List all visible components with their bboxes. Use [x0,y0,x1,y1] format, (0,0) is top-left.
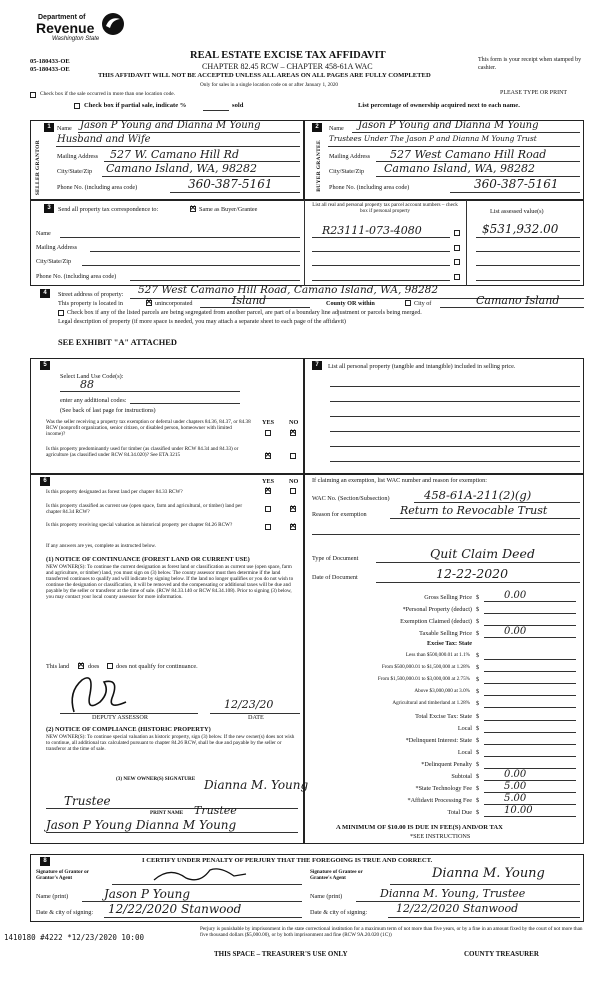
assessor-signature-scribble [64,672,144,718]
land-use-label: Select Land Use Code(s): [60,373,124,380]
personal-property-label: List all personal property (tangible and intangible) included in selling price. [328,363,516,370]
form-warning: THIS AFFIDAVIT WILL NOT BE ACCEPTED UNLESS ALL AREAS ON ALL PAGES ARE FULLY COMPLETED [98,72,431,79]
new-owner-signature-label: (3) NEW OWNER(S) SIGNATURE [116,776,196,782]
additional-codes-label: enter any additional codes: [60,397,127,404]
dollar-sign: $ [476,785,480,792]
form-title: REAL ESTATE EXCISE TAX AFFIDAVIT [190,50,386,61]
legal-description-label: Legal description of property (if more space is needed, you may attach a separate sheet to each page of the affidavit) [58,318,346,325]
bracket-row-label: Agricultural and timberland at 1.28% [392,700,470,706]
print-trustee[interactable]: Trustee [194,804,237,817]
segregated-checkbox[interactable] [58,310,64,316]
q3-yes-checkbox[interactable] [265,488,271,494]
new-owner-trustee[interactable]: Trustee [64,794,111,808]
same-as-buyer-checkbox[interactable] [190,206,196,212]
tax-row-value[interactable]: 0.00 [504,590,527,601]
dollar-sign: $ [476,749,480,756]
segregated-label: Check box if any of the listed parcels are being segregated from another parcel, are part of a boundary line adjustment or parcels being merged. [67,309,422,316]
dollar-sign: $ [476,737,480,744]
section-1-marker: 1 [44,123,54,132]
doc-date[interactable]: 12-22-2020 [436,566,509,581]
logo-state: Washington State [52,36,100,42]
assessed-value[interactable]: $531,932.00 [482,222,559,236]
seller-city-label: City/State/Zip [57,168,93,175]
logo-dept: Department of [38,14,86,21]
doc-id-1: 05-180433-OE [30,58,70,65]
seller-city[interactable]: Camano Island, WA, 98282 [106,162,258,175]
buyer-phone[interactable]: 360-387-5161 [474,177,559,191]
dollar-sign: $ [476,606,480,613]
parcel-number[interactable]: R23111-073-4080 [322,224,422,237]
located-label: This property is located in [58,300,123,307]
q5-yes-checkbox[interactable] [265,524,271,530]
q4-no-checkbox[interactable] [290,506,296,512]
grantee-name-label: Name (print) [310,893,343,900]
land-does-not-checkbox[interactable] [107,663,113,669]
doc-type-label: Type of Document [312,555,359,562]
dollar-sign: $ [476,630,480,637]
seller-name-1[interactable]: Jason P Young and Dianna M Young [80,120,261,131]
q3-text: Is this property designated as forest land per chapter 84.33 RCW? [46,489,183,495]
see-instructions: *SEE INSTRUCTIONS [410,833,471,840]
buyer-name-1[interactable]: Jason P Young and Dianna M Young [358,120,539,131]
dollar-sign: $ [476,809,480,816]
print-name-label: PRINT NAME [150,810,184,816]
bracket-row-label: From $500,000.01 to $1,500,000 at 1.28% [381,664,470,670]
certify-statement: I CERTIFY UNDER PENALTY OF PERJURY THAT THE FOREGOING IS TRUE AND CORRECT. [142,857,433,864]
exhibit-note: SEE EXHIBIT "A" ATTACHED [58,338,177,347]
revenue-swirl-icon [100,12,126,36]
grantor-signature-label: Signature of Grantor or Grantor's Agent [36,869,89,881]
parcel-personal-checkbox-3[interactable] [454,259,460,265]
parcel-personal-checkbox-1[interactable] [454,230,460,236]
s3-phone-label: Phone No. (including area code) [36,273,117,280]
city-of-label: City of [414,300,432,307]
grantee-signature[interactable]: Dianna M. Young [432,866,545,881]
total-row-label: Local [457,749,472,756]
seller-name-label: Name [57,125,72,132]
total-row-label: Subtotal [451,773,472,780]
dollar-sign: $ [476,713,480,720]
buyer-side-label: BUYER GRANTEE [316,140,322,192]
tax-row-label: *Personal Property (deduct) [402,606,472,613]
grantor-name[interactable]: Jason P Young [104,887,191,901]
wac-intro: If claiming an exemption, list WAC number and reason for exemption: [312,477,487,484]
dollar-sign: $ [476,797,480,804]
deputy-assessor-label: DEPUTY ASSESSOR [92,714,148,721]
q4-yes-checkbox[interactable] [265,506,271,512]
notice1-title: (1) NOTICE OF CONTINUANCE (FOREST LAND OR CURRENT USE) [46,556,250,563]
section-3-marker: 3 [44,204,54,213]
land-does-label: does [88,663,100,670]
buyer-mailing-label: Mailing Address [329,153,371,160]
exemption-reason[interactable]: Return to Revocable Trust [400,504,548,517]
street-label: Street address of property: [58,291,124,298]
perjury-note: Perjury is punishable by imprisonment in the state correctional institution for a maximum term of not more than five years, or by a fine in an amount fixed by the court of not more than five thousand dollars ($5,000.00), or by both imprisonment and fine (RCW 9A.20.020 (1C)) [200,926,583,938]
s3-city-label: City/State/Zip [36,258,72,265]
q2-text: Is this property predominantly used for timber (as classified under RCW 84.34 and 84.33) or agriculture (as classified under RCW 84.34.020)? See ETA 3215 [46,446,239,458]
seller-name-2[interactable]: Husband and Wife [57,134,151,145]
dollar-sign: $ [476,664,480,671]
dollar-sign: $ [476,725,480,732]
notice1-text: NEW OWNER(S): To continue the current designation as forest land or classification as current use (open space, farm and agriculture, or timber) land, you must sign on (3) below. The county assessor must then determine if the land transferred continues to qualify and will indicate by signing below. If the land no longer qualifies or you do not wish to continue the designation or classification, it will be removed and the compensating or additional taxes will be due and payable by the seller or transferor at the time of sale. (RCW 84.33.140 or RCW 84.34.108). Prior to signing (3) below, you may contact your local county assessor for more information. [46,564,294,600]
please-print: PLEASE TYPE OR PRINT [500,90,568,96]
partial-sale-checkbox[interactable] [74,103,80,109]
minimum-due: A MINIMUM OF $10.00 IS DUE IN FEE(S) AND/OR TAX [336,824,503,831]
s5-yes-header: YES [262,419,275,426]
q3-no-checkbox[interactable] [290,488,296,494]
land-does-not-label: does not qualify for continuance. [116,663,198,670]
buyer-city[interactable]: Camano Island, WA, 98282 [384,162,536,175]
buyer-city-label: City/State/Zip [329,168,365,175]
section-2-marker: 2 [312,123,322,132]
doc-date-label: Date of Document [312,574,358,581]
multi-location-checkbox[interactable] [30,92,36,98]
buyer-name-label: Name [329,125,344,132]
section-7-marker: 7 [312,361,322,370]
q5-text: Is this property receiving special valuation as historical property per chapter 84.26 RCW? [46,522,233,528]
total-row-value[interactable]: 10.00 [504,805,533,816]
excise-label: Excise Tax: State [426,640,472,647]
sold-label: sold [232,102,244,109]
receipt-note: This form is your receipt when stamped by cashier. [478,57,582,71]
dollar-sign: $ [476,594,480,601]
county-label: County OR within [326,300,375,307]
seller-side-label: SELLER GRANTOR [35,140,41,196]
grantor-name-label: Name (print) [36,893,69,900]
q2-no-checkbox[interactable] [290,453,296,459]
parcel-header: List all real and personal property tax parcel account numbers – check box if personal property [312,202,458,214]
s5-no-header: NO [289,419,299,426]
city-of-checkbox[interactable] [405,300,411,306]
only-for-note: Only for sales in a single location code on or after January 1, 2020 [200,82,339,88]
total-row-label: Total Due [447,809,472,816]
bracket-row-label: Less than $500,000.01 at 1.1% [405,652,470,658]
dollar-sign: $ [476,618,480,625]
total-row-label: *Delinquent Interest: State [405,737,472,744]
q4-text: Is this property classified as current use (open space, farm and agricultural, or timber) land per chapter 84.34 RCW? [46,503,243,515]
grantee-signature-label: Signature of Grantee or Grantee's Agent [310,869,363,881]
new-owner-signature[interactable]: Dianna M. Young [204,778,309,792]
total-row-value[interactable]: 5.00 [504,793,527,804]
doc-type[interactable]: Quit Claim Deed [430,546,535,561]
section-4-marker: 4 [40,289,50,298]
logo-name: Revenue [36,20,95,36]
dollar-sign: $ [476,761,480,768]
wac-number[interactable]: 458-61A-211(2)(g) [424,488,532,502]
street-address[interactable]: 527 West Camano Hill Road, Camano Island, WA, 98282 [138,284,439,296]
ownership-note: List percentage of ownership acquired next to each name. [358,102,520,109]
bracket-row-label: From $1,500,000.01 to $3,000,000 at 2.75% [377,676,470,682]
seller-phone[interactable]: 360-387-5161 [188,177,273,191]
q2-yes-checkbox[interactable] [265,453,271,459]
section-6-marker: 6 [40,477,50,486]
print-names[interactable]: Jason P Young Dianna M Young [46,818,237,832]
assessor-date[interactable]: 12/23/20 [224,698,274,711]
total-row-value[interactable]: 0.00 [504,769,527,780]
dollar-sign: $ [476,688,480,695]
section-8-marker: 8 [40,857,50,866]
tax-row-value[interactable]: 0.00 [504,626,527,637]
multi-location-label: Check box if the sale occurred in more than one location code. [40,91,176,97]
revenue-logo [8,12,126,52]
total-row-label: *State Technology Fee [415,785,472,792]
grantee-date[interactable]: 12/22/2020 Stanwood [396,902,519,915]
s6-yes-header: YES [262,478,275,485]
notice2-title: (2) NOTICE OF COMPLIANCE (HISTORIC PROPERTY) [46,726,211,733]
assessor-date-label: DATE [248,714,264,721]
county-value[interactable]: Island [232,294,267,307]
unincorporated-checkbox[interactable] [146,300,152,306]
total-row-value[interactable]: 5.00 [504,781,527,792]
send-correspondence-label: Send all property tax correspondence to: [58,206,159,213]
recording-stamp: 1410180 #4222 *12/23/2020 10:00 [4,933,144,942]
section-5-marker: 5 [40,361,50,370]
bracket-row-label: Above $3,000,000 at 3.0% [414,688,470,694]
total-row-label: *Delinquent Penalty [421,761,472,768]
land-does-checkbox[interactable] [78,663,84,669]
unincorporated-label: unincorporated [155,300,193,307]
s6-no-header: NO [289,478,299,485]
city-value[interactable]: Camano Island [476,294,560,307]
q1-yes-checkbox[interactable] [265,430,271,436]
dollar-sign: $ [476,773,480,780]
buyer-name-2[interactable]: Trustees Under The Jason P and Dianna M Young Trust [329,134,537,143]
assessed-header: List assessed value(s) [490,208,544,215]
total-row-label: Total Excise Tax: State [415,713,472,720]
reason-label: Reason for exemption [312,511,367,518]
seller-mailing[interactable]: 527 W. Camano Hill Rd [110,148,240,161]
form-chapter: CHAPTER 82.45 RCW – CHAPTER 458-61A WAC [202,62,373,71]
tax-row-label: Exemption Claimed (deduct) [400,618,472,625]
buyer-mailing[interactable]: 527 West Camano Hill Road [390,148,547,161]
doc-id-2: 05-180433-OE [30,66,70,73]
grantee-date-label: Date & city of signing: [310,909,368,916]
tax-row-label: Gross Selling Price [424,594,472,601]
same-as-buyer-label: Same as Buyer/Grantee [199,206,258,213]
see-back-note: (See back of last page for instructions) [60,407,156,414]
seller-phone-label: Phone No. (including area code) [57,184,138,191]
county-treasurer: COUNTY TREASURER [464,950,539,958]
q1-no-checkbox[interactable] [290,430,296,436]
buyer-phone-label: Phone No. (including area code) [329,184,410,191]
q5-no-checkbox[interactable] [290,524,296,530]
s3-name-label: Name [36,230,51,237]
total-row-label: Local [457,725,472,732]
partial-sale-label: Check box if partial sale, indicate % [84,102,187,109]
parcel-personal-checkbox-2[interactable] [454,245,460,251]
this-land-label: This land [46,663,70,670]
notice2-text: NEW OWNER(S): To continue special valuation as historic property, sign (3) below. If the new owner(s) does not wish to continue, all additional tax calculated pursuant to chapter 84.26 RCW, shall be due and payable by the seller or transferor at the time of sale. [46,734,295,752]
dollar-sign: $ [476,652,480,659]
treasurer-space: THIS SPACE – TREASURER'S USE ONLY [214,950,348,958]
q1-text: Was the seller receiving a property tax exemption or deferral under chapters 84.36, 84.37, or 84.38 RCW (nonprofit organization, senior citizen, or disabled person, homeowner with limited income)? [46,419,251,437]
grantor-date-label: Date & city of signing: [36,909,94,916]
tax-row-label: Taxable Selling Price [419,630,472,637]
land-use-code[interactable]: 88 [80,378,94,391]
dollar-sign: $ [476,676,480,683]
if-yes-note: If any answers are yes, complete as instructed below. [46,543,157,549]
grantor-date[interactable]: 12/22/2020 Stanwood [108,902,242,916]
grantor-signature-scribble [150,864,250,884]
dollar-sign: $ [476,700,480,707]
wac-label: WAC No. (Section/Subsection) [312,495,390,502]
seller-mailing-label: Mailing Address [57,153,99,160]
total-row-label: *Affidavit Processing Fee [407,797,472,804]
grantee-name[interactable]: Dianna M. Young, Trustee [380,887,526,900]
s3-mailing-label: Mailing Address [36,244,78,251]
parcel-personal-checkbox-4[interactable] [454,274,460,280]
